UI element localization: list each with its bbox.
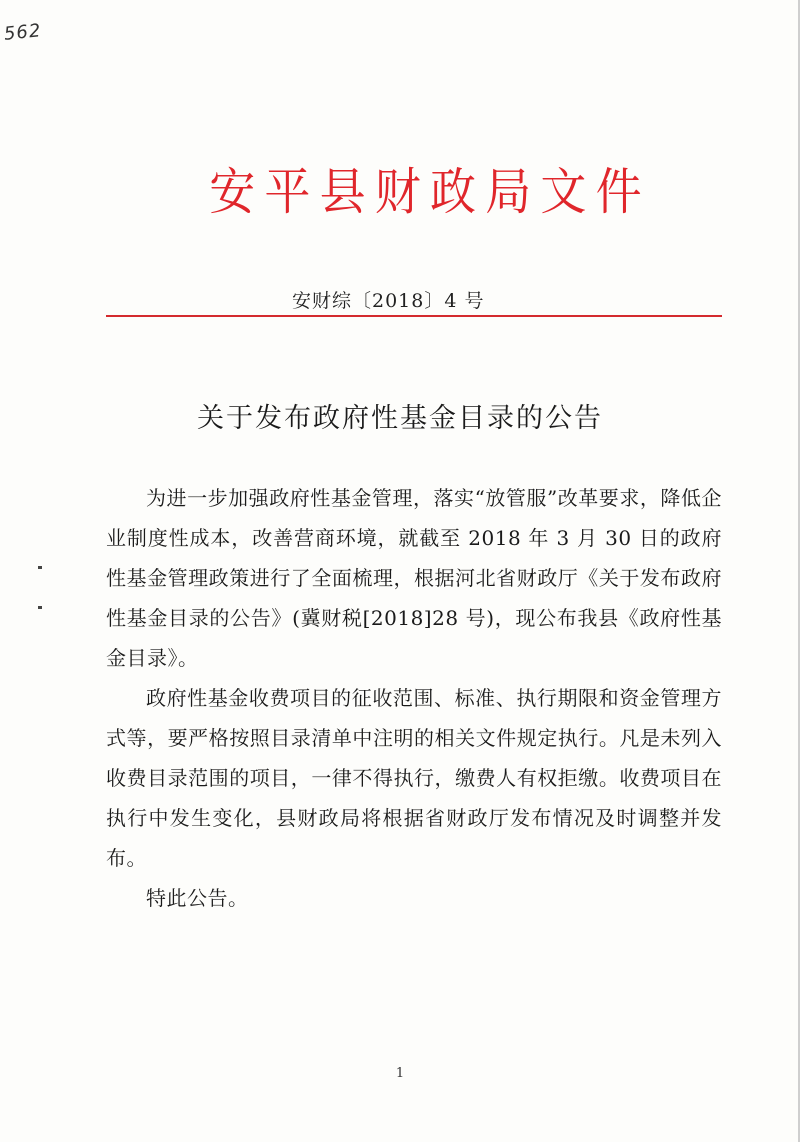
body-paragraph-2: 政府性基金收费项目的征收范围、标准、执行期限和资金管理方式等，要严格按照目录清单中注明的相关文件规定执行。凡是未列入收费目录范围的项目，一律不得执行，缴费人有权拒缴。收费项目在执行中发生变化，县财政局将根据省财政厅发布情况及时调整并发布。 xyxy=(106,686,722,870)
body-paragraph-3: 特此公告。 xyxy=(146,886,249,910)
document-body xyxy=(106,478,722,918)
binding-hole-mark xyxy=(38,606,42,609)
handwritten-page-mark: 562 xyxy=(3,20,43,45)
header-red-rule xyxy=(106,315,722,317)
document-number: 安财综〔2018〕4 号 xyxy=(292,290,485,312)
body-paragraph-1: 为进一步加强政府性基金管理，落实“放管服”改革要求，降低企业制度性成本，改善营商环境，就截至 2018 年 3 月 30 日的政府性基金管理政策进行了全面梳理，根据河北省财政厅《关于发布政府性基金目录的公告》(冀财税[2018]28 号)，现公布我县《政府性基金目录》。 xyxy=(106,486,722,670)
issuer-header: 安平县财政局文件 xyxy=(209,163,651,221)
binding-hole-mark xyxy=(38,566,42,569)
document-title: 关于发布政府性基金目录的公告 xyxy=(197,403,603,434)
page-number: 1 xyxy=(395,1066,405,1081)
